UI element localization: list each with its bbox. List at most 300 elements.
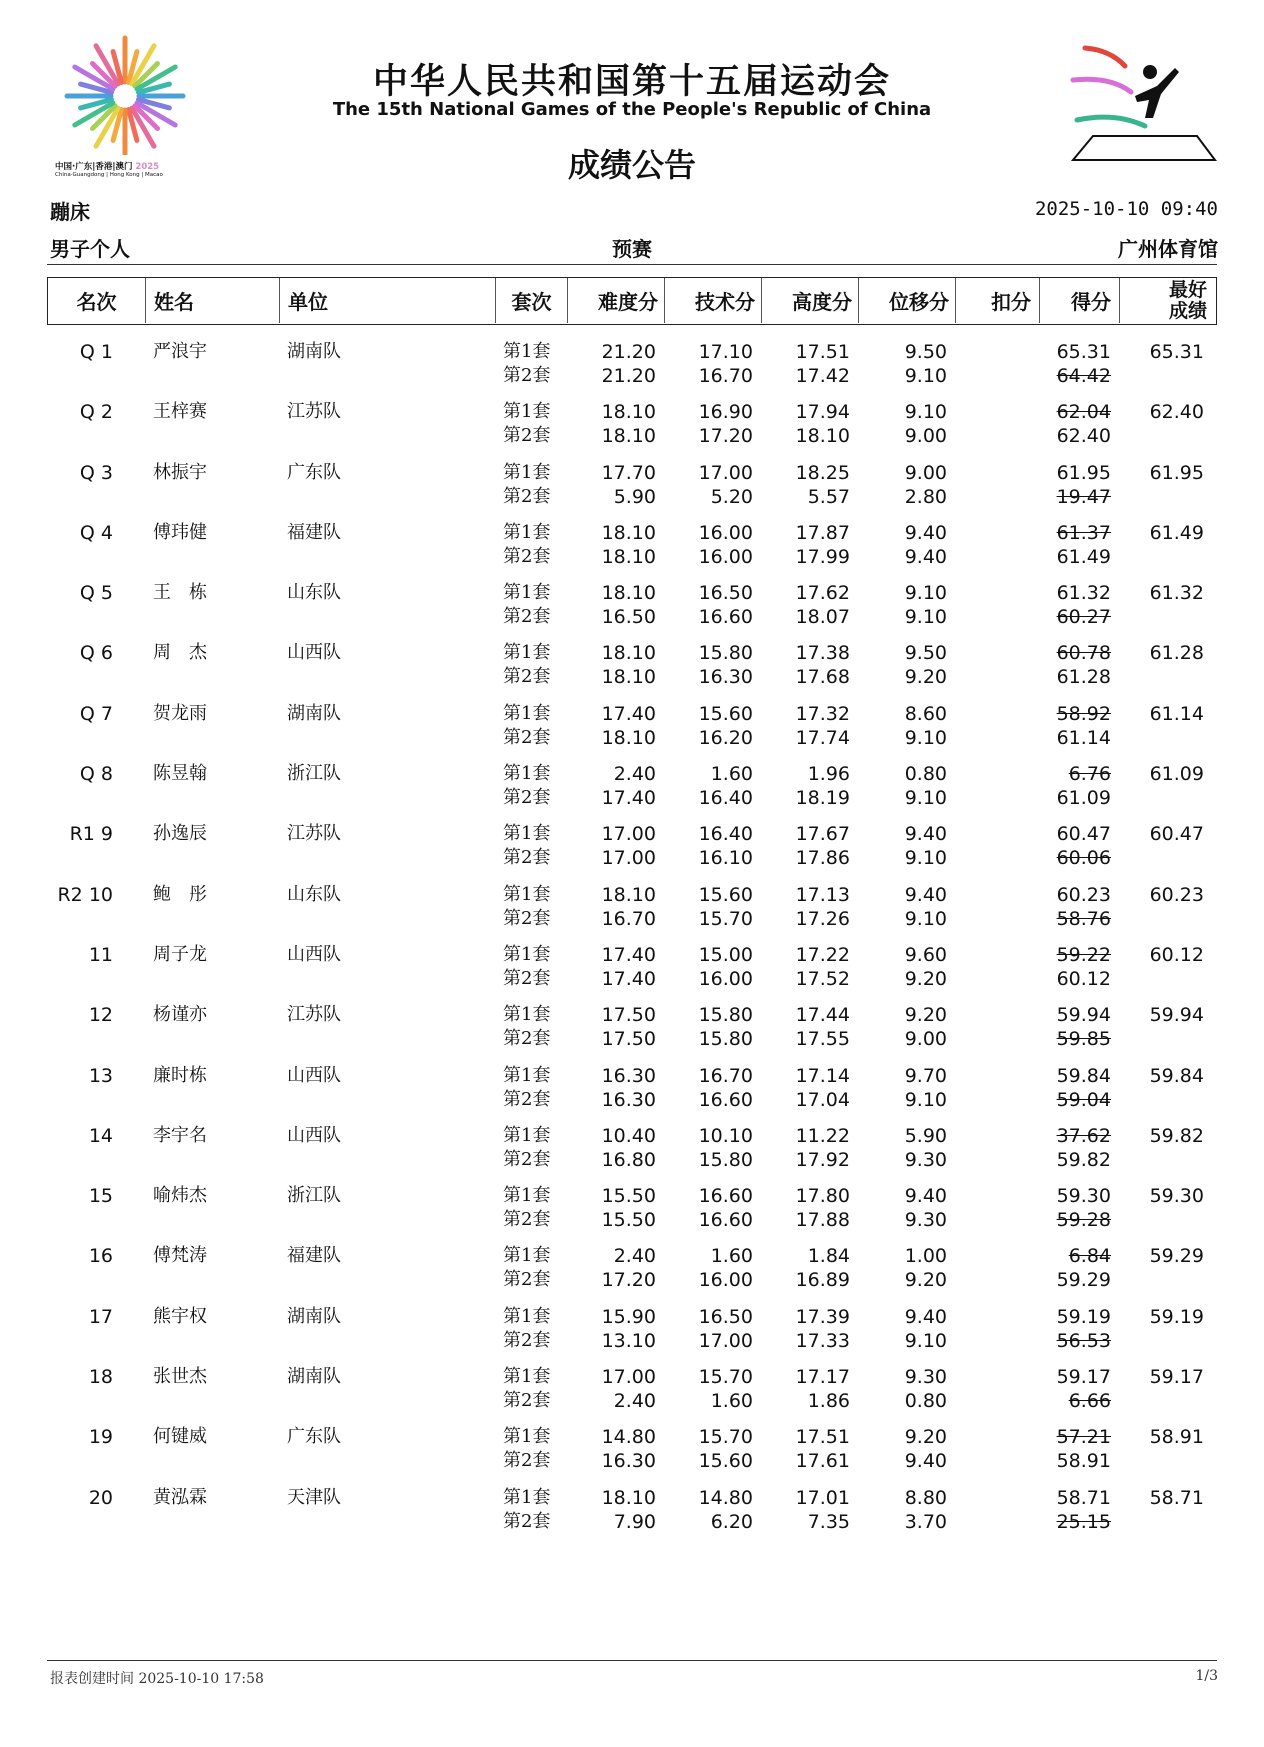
best-score: 61.14 <box>1149 702 1204 725</box>
r2-score: 61.09 <box>1056 787 1111 810</box>
r2-difficulty: 17.40 <box>601 967 656 990</box>
r1-difficulty: 17.40 <box>601 943 656 966</box>
r2-routine: 第2套 <box>503 365 551 386</box>
r1-flight: 1.84 <box>807 1245 850 1268</box>
r2-routine: 第2套 <box>503 1329 551 1351</box>
r2-routine: 第2套 <box>503 666 551 688</box>
rank-cell: Q 8 <box>79 763 113 786</box>
r2-flight: 17.26 <box>795 907 850 930</box>
r1-displacement: 9.50 <box>904 642 947 665</box>
table-row <box>47 1305 1217 1365</box>
r2-difficulty: 13.10 <box>601 1329 656 1352</box>
r1-execution: 16.90 <box>698 401 753 424</box>
r1-routine: 第1套 <box>503 1426 551 1448</box>
r2-difficulty: 16.50 <box>601 606 656 629</box>
r1-routine: 第1套 <box>503 642 551 664</box>
col-best-line1: 最好 <box>1168 278 1207 301</box>
r1-execution: 16.70 <box>698 1064 753 1087</box>
r2-routine: 第2套 <box>503 1390 551 1412</box>
r1-displacement: 9.30 <box>904 1366 947 1389</box>
table-row <box>47 1184 1217 1244</box>
r2-execution: 17.20 <box>698 425 753 448</box>
col-team: 单位 <box>280 278 496 323</box>
r1-flight: 17.39 <box>795 1305 850 1328</box>
col-score: 得分 <box>1040 278 1120 323</box>
r2-routine: 第2套 <box>503 787 551 809</box>
r1-flight: 17.38 <box>795 642 850 665</box>
r1-flight: 17.80 <box>795 1185 850 1208</box>
r1-routine: 第1套 <box>503 1305 551 1327</box>
r2-displacement: 9.10 <box>904 1088 947 1111</box>
r1-score: 61.32 <box>1056 582 1111 605</box>
rank-cell: 11 <box>88 943 113 966</box>
rank-cell: 17 <box>88 1305 113 1328</box>
col-routine: 套次 <box>496 278 568 323</box>
rank-cell: Q 5 <box>79 582 113 605</box>
rank-cell: Q 4 <box>79 521 113 544</box>
r2-flight: 17.92 <box>795 1148 850 1171</box>
r2-difficulty: 18.10 <box>601 666 656 689</box>
r2-routine: 第2套 <box>503 1148 551 1170</box>
r1-execution: 1.60 <box>710 1245 753 1268</box>
flower-emblem-icon <box>55 30 195 155</box>
r2-difficulty: 17.40 <box>601 787 656 810</box>
r1-displacement: 9.60 <box>904 943 947 966</box>
r2-execution: 15.60 <box>698 1450 753 1473</box>
r1-displacement: 9.70 <box>904 1064 947 1087</box>
r2-flight: 17.61 <box>795 1450 850 1473</box>
r1-flight: 17.87 <box>795 521 850 544</box>
athlete-name: 鲍 彤 <box>153 883 207 905</box>
table-row <box>47 822 1217 882</box>
event-category: 男子个人 <box>50 237 130 261</box>
r1-score: 60.78 <box>1056 642 1111 665</box>
col-penalty: 扣分 <box>956 278 1040 323</box>
r2-difficulty: 18.10 <box>601 726 656 749</box>
r2-execution: 15.80 <box>698 1028 753 1051</box>
r2-routine: 第2套 <box>503 1269 551 1291</box>
r2-flight: 17.88 <box>795 1209 850 1232</box>
r1-execution: 16.00 <box>698 521 753 544</box>
r1-flight: 17.32 <box>795 702 850 725</box>
r1-displacement: 9.00 <box>904 461 947 484</box>
team-name: 山东队 <box>287 582 341 604</box>
r1-difficulty: 17.00 <box>601 1366 656 1389</box>
r1-routine: 第1套 <box>503 1245 551 1267</box>
table-row <box>47 1124 1217 1184</box>
results-table <box>47 340 1217 1546</box>
r2-displacement: 2.80 <box>904 485 947 508</box>
r1-difficulty: 2.40 <box>613 1245 656 1268</box>
r1-score: 60.47 <box>1056 823 1111 846</box>
r2-displacement: 0.80 <box>904 1390 947 1413</box>
r2-difficulty: 17.50 <box>601 1028 656 1051</box>
r1-routine: 第1套 <box>503 763 551 785</box>
r1-flight: 17.13 <box>795 883 850 906</box>
team-name: 山西队 <box>287 943 341 965</box>
r1-execution: 16.50 <box>698 1305 753 1328</box>
r1-routine: 第1套 <box>503 943 551 965</box>
team-name: 浙江队 <box>287 1185 341 1207</box>
r2-flight: 17.55 <box>795 1028 850 1051</box>
r1-displacement: 9.40 <box>904 823 947 846</box>
r1-score: 59.30 <box>1056 1185 1111 1208</box>
r2-score: 59.29 <box>1056 1269 1111 1292</box>
r1-routine: 第1套 <box>503 1366 551 1388</box>
r2-execution: 16.00 <box>698 545 753 568</box>
r2-displacement: 9.10 <box>904 787 947 810</box>
r2-routine: 第2套 <box>503 1088 551 1110</box>
table-row <box>47 340 1217 400</box>
r2-flight: 18.07 <box>795 606 850 629</box>
r2-routine: 第2套 <box>503 1209 551 1231</box>
r2-execution: 15.70 <box>698 907 753 930</box>
best-score: 61.09 <box>1149 763 1204 786</box>
page-number: 1/3 <box>1195 1668 1218 1684</box>
r2-score: 61.49 <box>1056 545 1111 568</box>
r2-flight: 17.99 <box>795 545 850 568</box>
r2-flight: 1.86 <box>807 1390 850 1413</box>
rank-cell: 16 <box>88 1245 113 1268</box>
r2-routine: 第2套 <box>503 1510 551 1532</box>
r2-difficulty: 5.90 <box>613 485 656 508</box>
r2-score: 59.28 <box>1056 1209 1111 1232</box>
r1-displacement: 9.50 <box>904 341 947 363</box>
table-row <box>47 1365 1217 1425</box>
athlete-name: 孙逸辰 <box>153 823 207 845</box>
r2-difficulty: 2.40 <box>613 1390 656 1413</box>
trampoline-pictogram <box>1065 38 1225 180</box>
logo-caption <box>55 160 195 172</box>
team-name: 天津队 <box>287 1486 341 1508</box>
r1-difficulty: 17.70 <box>601 461 656 484</box>
best-score: 60.23 <box>1149 883 1204 906</box>
athlete-name: 李宇名 <box>153 1124 207 1146</box>
team-name: 湖南队 <box>287 341 341 362</box>
r2-displacement: 3.70 <box>904 1510 947 1533</box>
page-title-en: The 15th National Games of the People's Republic of China <box>332 99 932 120</box>
best-score: 61.28 <box>1149 642 1204 665</box>
r2-routine: 第2套 <box>503 1028 551 1050</box>
r1-difficulty: 10.40 <box>601 1124 656 1147</box>
table-row <box>47 1425 1217 1485</box>
event-name: 蹦床 <box>50 200 90 224</box>
table-row <box>47 883 1217 943</box>
r1-execution: 15.80 <box>698 1004 753 1027</box>
event-datetime: 2025-10-10 09:40 <box>1034 198 1218 220</box>
r1-displacement: 9.20 <box>904 1426 947 1449</box>
r1-displacement: 9.10 <box>904 401 947 424</box>
team-name: 江苏队 <box>287 401 341 423</box>
r2-difficulty: 16.30 <box>601 1088 656 1111</box>
team-name: 湖南队 <box>287 702 341 724</box>
r1-score: 60.23 <box>1056 883 1111 906</box>
r2-displacement: 9.10 <box>904 606 947 629</box>
r2-difficulty: 16.70 <box>601 907 656 930</box>
athlete-name: 喻炜杰 <box>153 1185 207 1207</box>
r2-score: 64.42 <box>1056 365 1111 387</box>
r1-routine: 第1套 <box>503 823 551 845</box>
best-score: 61.32 <box>1149 582 1204 605</box>
table-row <box>47 581 1217 641</box>
r2-execution: 5.20 <box>710 485 753 508</box>
rank-cell: 12 <box>88 1004 113 1027</box>
r1-displacement: 5.90 <box>904 1124 947 1147</box>
r1-displacement: 1.00 <box>904 1245 947 1268</box>
r1-score: 61.95 <box>1056 461 1111 484</box>
r1-execution: 10.10 <box>698 1124 753 1147</box>
rank-cell: Q 2 <box>79 401 113 424</box>
col-name: 姓名 <box>146 278 280 323</box>
r1-score: 6.84 <box>1068 1245 1111 1268</box>
r1-displacement: 8.60 <box>904 702 947 725</box>
r1-routine: 第1套 <box>503 702 551 724</box>
table-row <box>47 641 1217 701</box>
athlete-name: 林振宇 <box>153 461 207 483</box>
logo-text-cn: 中国·广东|香港|澳门 <box>55 162 133 172</box>
best-score: 58.71 <box>1149 1486 1204 1509</box>
col-rank: 名次 <box>48 278 146 323</box>
r1-score: 61.37 <box>1056 521 1111 544</box>
table-row <box>47 1003 1217 1063</box>
r1-execution: 15.80 <box>698 642 753 665</box>
best-score: 61.49 <box>1149 521 1204 544</box>
best-score: 59.94 <box>1149 1004 1204 1027</box>
r1-execution: 15.00 <box>698 943 753 966</box>
r2-flight: 17.74 <box>795 726 850 749</box>
r1-execution: 16.40 <box>698 823 753 846</box>
table-header <box>47 277 1217 325</box>
r2-score: 61.14 <box>1056 726 1111 749</box>
r1-execution: 15.60 <box>698 702 753 725</box>
r2-routine: 第2套 <box>503 545 551 567</box>
team-name: 山西队 <box>287 1064 341 1086</box>
rank-cell: 19 <box>88 1426 113 1449</box>
col-best <box>1120 278 1215 323</box>
r2-difficulty: 7.90 <box>613 1510 656 1533</box>
r2-difficulty: 16.80 <box>601 1148 656 1171</box>
r1-score: 59.94 <box>1056 1004 1111 1027</box>
athlete-name: 周 杰 <box>153 642 207 664</box>
trampoline-icon <box>1065 38 1225 180</box>
r2-execution: 16.60 <box>698 1209 753 1232</box>
r2-displacement: 9.30 <box>904 1148 947 1171</box>
r2-routine: 第2套 <box>503 967 551 989</box>
r1-execution: 15.60 <box>698 883 753 906</box>
r2-displacement: 9.20 <box>904 666 947 689</box>
r1-difficulty: 2.40 <box>613 763 656 786</box>
table-row <box>47 1064 1217 1124</box>
table-row <box>47 702 1217 762</box>
r1-execution: 17.00 <box>698 461 753 484</box>
r1-routine: 第1套 <box>503 1004 551 1026</box>
athlete-name: 王 栋 <box>153 582 207 604</box>
r2-score: 25.15 <box>1056 1510 1111 1533</box>
rank-cell: R1 9 <box>69 823 113 846</box>
r2-score: 59.82 <box>1056 1148 1111 1171</box>
r1-difficulty: 18.10 <box>601 521 656 544</box>
r2-flight: 7.35 <box>807 1510 850 1533</box>
best-score: 58.91 <box>1149 1426 1204 1449</box>
r1-routine: 第1套 <box>503 883 551 905</box>
r1-flight: 17.62 <box>795 582 850 605</box>
r1-routine: 第1套 <box>503 401 551 423</box>
r2-execution: 17.00 <box>698 1329 753 1352</box>
r1-flight: 17.01 <box>795 1486 850 1509</box>
team-name: 湖南队 <box>287 1366 341 1388</box>
r2-difficulty: 17.00 <box>601 847 656 870</box>
r2-flight: 17.68 <box>795 666 850 689</box>
r2-flight: 17.86 <box>795 847 850 870</box>
r1-score: 58.71 <box>1056 1486 1111 1509</box>
r1-displacement: 9.10 <box>904 582 947 605</box>
r1-score: 59.22 <box>1056 943 1111 966</box>
r2-score: 58.91 <box>1056 1450 1111 1473</box>
athlete-name: 严浪宇 <box>153 341 207 362</box>
best-score: 60.47 <box>1149 823 1204 846</box>
r1-flight: 17.22 <box>795 943 850 966</box>
team-name: 福建队 <box>287 521 341 543</box>
r1-difficulty: 18.10 <box>601 401 656 424</box>
r1-difficulty: 17.40 <box>601 702 656 725</box>
r2-execution: 6.20 <box>710 1510 753 1533</box>
r1-displacement: 8.80 <box>904 1486 947 1509</box>
logo-year: 2025 <box>135 162 160 172</box>
r2-score: 61.28 <box>1056 666 1111 689</box>
r2-score: 56.53 <box>1056 1329 1111 1352</box>
r2-displacement: 9.10 <box>904 726 947 749</box>
team-name: 广东队 <box>287 1426 341 1448</box>
r1-displacement: 9.40 <box>904 521 947 544</box>
r1-routine: 第1套 <box>503 1124 551 1146</box>
table-row <box>47 400 1217 460</box>
best-score: 62.40 <box>1149 401 1204 424</box>
r1-flight: 18.25 <box>795 461 850 484</box>
table-row <box>47 521 1217 581</box>
r1-routine: 第1套 <box>503 1064 551 1086</box>
r1-score: 58.92 <box>1056 702 1111 725</box>
team-name: 山西队 <box>287 1124 341 1146</box>
r1-execution: 16.60 <box>698 1185 753 1208</box>
r1-difficulty: 15.50 <box>601 1185 656 1208</box>
table-row <box>47 943 1217 1003</box>
r1-difficulty: 21.20 <box>601 341 656 363</box>
table-row <box>47 1486 1217 1546</box>
r2-score: 6.66 <box>1068 1390 1111 1413</box>
best-score: 59.84 <box>1149 1064 1204 1087</box>
r1-difficulty: 18.10 <box>601 883 656 906</box>
r2-score: 60.12 <box>1056 967 1111 990</box>
r2-execution: 16.60 <box>698 606 753 629</box>
athlete-name: 廉时栋 <box>153 1064 207 1086</box>
r2-execution: 16.70 <box>698 365 753 387</box>
r1-score: 37.62 <box>1056 1124 1111 1147</box>
team-name: 广东队 <box>287 461 341 483</box>
r1-routine: 第1套 <box>503 341 551 362</box>
r1-difficulty: 18.10 <box>601 1486 656 1509</box>
r1-displacement: 9.40 <box>904 1305 947 1328</box>
best-score: 59.30 <box>1149 1185 1204 1208</box>
team-name: 山西队 <box>287 642 341 664</box>
r2-execution: 16.00 <box>698 1269 753 1292</box>
rank-cell: Q 7 <box>79 702 113 725</box>
r1-flight: 17.67 <box>795 823 850 846</box>
r1-difficulty: 18.10 <box>601 582 656 605</box>
r1-routine: 第1套 <box>503 1185 551 1207</box>
r1-displacement: 9.40 <box>904 883 947 906</box>
event-venue: 广州体育馆 <box>1118 237 1218 261</box>
rank-cell: 14 <box>88 1124 113 1147</box>
rank-cell: R2 10 <box>57 883 113 906</box>
r1-displacement: 9.20 <box>904 1004 947 1027</box>
r2-displacement: 9.20 <box>904 1269 947 1292</box>
r1-difficulty: 16.30 <box>601 1064 656 1087</box>
r2-routine: 第2套 <box>503 485 551 507</box>
athlete-name: 贺龙雨 <box>153 702 207 724</box>
r1-routine: 第1套 <box>503 1486 551 1508</box>
r1-score: 6.76 <box>1068 763 1111 786</box>
r1-flight: 17.17 <box>795 1366 850 1389</box>
r2-score: 58.76 <box>1056 907 1111 930</box>
r1-score: 65.31 <box>1056 341 1111 363</box>
r2-execution: 15.80 <box>698 1148 753 1171</box>
r1-difficulty: 18.10 <box>601 642 656 665</box>
r2-execution: 1.60 <box>710 1390 753 1413</box>
r2-displacement: 9.10 <box>904 847 947 870</box>
athlete-name: 何键威 <box>153 1426 207 1448</box>
r2-flight: 17.52 <box>795 967 850 990</box>
best-score: 59.29 <box>1149 1245 1204 1268</box>
r2-score: 60.27 <box>1056 606 1111 629</box>
col-best-line2: 成绩 <box>1168 299 1207 322</box>
header-divider <box>47 264 1217 265</box>
logo-text-en: China·Guangdong | Hong Kong | Macao <box>55 172 163 178</box>
r2-score: 60.06 <box>1056 847 1111 870</box>
team-name: 江苏队 <box>287 823 341 845</box>
athlete-name: 周子龙 <box>153 943 207 965</box>
r1-displacement: 0.80 <box>904 763 947 786</box>
athlete-name: 杨谨亦 <box>153 1004 207 1026</box>
page-subtitle: 成绩公告 <box>567 146 696 184</box>
r2-displacement: 9.10 <box>904 907 947 930</box>
r2-displacement: 9.00 <box>904 425 947 448</box>
r2-flight: 17.42 <box>795 365 850 387</box>
team-name: 湖南队 <box>287 1305 341 1327</box>
r1-flight: 17.14 <box>795 1064 850 1087</box>
r2-routine: 第2套 <box>503 1450 551 1472</box>
r1-execution: 16.50 <box>698 582 753 605</box>
r2-routine: 第2套 <box>503 726 551 748</box>
team-name: 福建队 <box>287 1245 341 1267</box>
r1-difficulty: 17.50 <box>601 1004 656 1027</box>
r1-flight: 17.94 <box>795 401 850 424</box>
r1-flight: 11.22 <box>795 1124 850 1147</box>
page-title: 中华人民共和国第十五届运动会 <box>372 62 891 102</box>
r2-execution: 16.40 <box>698 787 753 810</box>
athlete-name: 熊宇权 <box>153 1305 207 1327</box>
r2-flight: 18.19 <box>795 787 850 810</box>
report-created: 报表创建时间 2025-10-10 17:58 <box>50 1671 264 1687</box>
rank-cell: Q 3 <box>79 461 113 484</box>
r1-execution: 15.70 <box>698 1426 753 1449</box>
r2-difficulty: 15.50 <box>601 1209 656 1232</box>
r1-routine: 第1套 <box>503 521 551 543</box>
r1-difficulty: 14.80 <box>601 1426 656 1449</box>
best-score: 65.31 <box>1149 341 1204 363</box>
best-score: 59.19 <box>1149 1305 1204 1328</box>
col-execution: 技术分 <box>665 278 762 323</box>
r2-flight: 16.89 <box>795 1269 850 1292</box>
